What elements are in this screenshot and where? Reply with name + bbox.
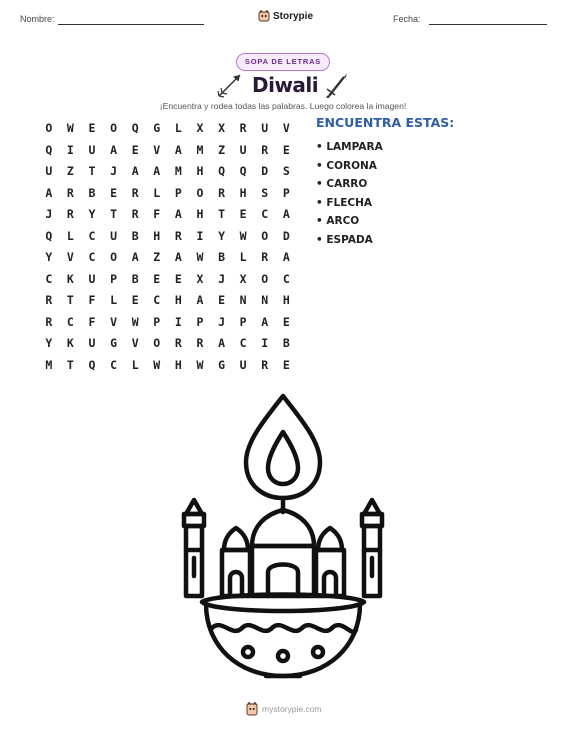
- grid-cell[interactable]: L: [66, 228, 74, 243]
- grid-cell[interactable]: V: [131, 336, 139, 350]
- grid-cell[interactable]: J: [218, 314, 226, 329]
- grid-cell[interactable]: R: [174, 336, 182, 350]
- grid-cell[interactable]: S: [261, 185, 269, 200]
- grid-cell[interactable]: O: [45, 121, 53, 135]
- grid-cell[interactable]: R: [131, 207, 139, 221]
- grid-cell[interactable]: C: [45, 271, 53, 286]
- grid-cell[interactable]: S: [282, 164, 290, 178]
- grid-row: [38, 333, 297, 355]
- diya-lamp-palace-icon[interactable]: [176, 390, 390, 686]
- grid-cell[interactable]: A: [196, 293, 204, 307]
- grid-cell[interactable]: M: [45, 357, 53, 372]
- grid-cell[interactable]: A: [45, 185, 53, 200]
- grid-cell[interactable]: R: [131, 185, 139, 200]
- grid-cell[interactable]: U: [88, 336, 96, 350]
- date-label: Fecha:: [393, 14, 421, 24]
- grid-cell[interactable]: A: [131, 164, 139, 178]
- grid-cell[interactable]: U: [110, 228, 118, 243]
- brand: [258, 10, 313, 22]
- grid-row: [38, 140, 297, 162]
- grid-cell[interactable]: E: [239, 207, 247, 221]
- instructions: ¡Encuentra y rodea todas las palabras. Luego colorea la imagen!: [159, 101, 407, 111]
- word-list-item: • ESPADA: [316, 233, 373, 246]
- grid-cell[interactable]: E: [282, 314, 290, 329]
- grid-cell[interactable]: A: [110, 142, 118, 157]
- grid-cell[interactable]: T: [218, 207, 226, 221]
- word-list-item: • CARRO: [316, 178, 368, 191]
- grid-cell[interactable]: A: [174, 250, 182, 264]
- grid-cell[interactable]: O: [153, 336, 161, 350]
- grid-cell[interactable]: V: [282, 121, 290, 135]
- grid-cell[interactable]: H: [153, 228, 161, 243]
- grid-cell[interactable]: H: [239, 185, 247, 200]
- grid-cell[interactable]: A: [131, 250, 139, 264]
- grid-cell[interactable]: Q: [131, 121, 139, 135]
- grid-cell[interactable]: A: [218, 336, 226, 350]
- grid-cell[interactable]: U: [45, 164, 53, 178]
- grid-cell[interactable]: Z: [218, 142, 226, 157]
- word-list-item: • FLECHA: [316, 196, 373, 209]
- name-label: Nombre:: [20, 14, 55, 24]
- sword-icon: [325, 72, 349, 98]
- grid-cell[interactable]: B: [88, 185, 96, 200]
- grid-cell[interactable]: U: [88, 271, 96, 286]
- footer: [246, 702, 322, 716]
- grid-cell[interactable]: W: [66, 121, 74, 135]
- grid-cell[interactable]: M: [174, 164, 182, 178]
- grid-cell[interactable]: P: [110, 271, 118, 286]
- grid-cell[interactable]: K: [66, 271, 74, 286]
- grid-cell[interactable]: E: [153, 271, 161, 286]
- grid-cell[interactable]: H: [174, 293, 182, 307]
- grid-cell[interactable]: B: [218, 250, 226, 264]
- grid-cell[interactable]: E: [88, 121, 96, 135]
- name-line[interactable]: [58, 24, 204, 25]
- name-field[interactable]: [20, 14, 55, 24]
- grid-cell[interactable]: M: [196, 142, 204, 157]
- grid-cell[interactable]: R: [66, 207, 74, 221]
- footer-url[interactable]: mystorypie.com: [262, 704, 322, 714]
- word-list-panel: [316, 115, 454, 250]
- grid-cell[interactable]: Y: [88, 207, 96, 221]
- grid-cell[interactable]: F: [88, 293, 96, 307]
- grid-row: [38, 226, 297, 248]
- grid-cell[interactable]: R: [174, 228, 182, 243]
- grid-cell[interactable]: P: [282, 185, 290, 200]
- grid-cell[interactable]: O: [261, 228, 269, 243]
- grid-cell[interactable]: X: [196, 121, 204, 135]
- grid-cell[interactable]: I: [261, 336, 269, 350]
- storypie-footer-logo-icon: [246, 702, 258, 716]
- grid-cell[interactable]: Y: [45, 250, 53, 264]
- grid-cell[interactable]: R: [261, 142, 269, 157]
- grid-cell[interactable]: L: [131, 357, 139, 372]
- grid-row: [38, 312, 297, 334]
- grid-cell[interactable]: L: [174, 121, 182, 135]
- grid-cell[interactable]: F: [88, 314, 96, 329]
- grid-cell[interactable]: E: [131, 293, 139, 307]
- grid-cell[interactable]: E: [282, 357, 290, 372]
- grid-cell[interactable]: R: [261, 250, 269, 264]
- grid-row: [38, 183, 297, 205]
- grid-cell[interactable]: T: [110, 207, 118, 221]
- word-list: [316, 138, 454, 250]
- grid-cell[interactable]: R: [196, 336, 204, 350]
- grid-cell[interactable]: A: [174, 142, 182, 157]
- grid-row: [38, 247, 297, 269]
- grid-cell[interactable]: L: [110, 293, 118, 307]
- grid-row: [38, 204, 297, 226]
- grid-cell[interactable]: I: [196, 228, 204, 243]
- word-list-item: • ARCO: [316, 215, 360, 228]
- grid-cell[interactable]: U: [239, 357, 247, 372]
- grid-cell[interactable]: P: [196, 314, 204, 329]
- grid-cell[interactable]: D: [282, 228, 290, 243]
- grid-cell[interactable]: G: [218, 357, 226, 372]
- grid-cell[interactable]: R: [45, 314, 53, 329]
- grid-cell[interactable]: H: [196, 207, 204, 221]
- grid-row: [38, 290, 297, 312]
- grid-cell[interactable]: N: [261, 293, 269, 307]
- grid-cell[interactable]: O: [110, 121, 118, 135]
- grid-cell[interactable]: W: [131, 314, 139, 329]
- brand-name: Storypie: [273, 10, 314, 22]
- grid-cell[interactable]: G: [153, 121, 161, 135]
- grid-cell[interactable]: V: [66, 250, 74, 264]
- grid-cell[interactable]: R: [45, 293, 53, 307]
- grid-cell[interactable]: P: [239, 314, 247, 329]
- grid-cell[interactable]: U: [239, 142, 247, 157]
- grid-cell[interactable]: A: [174, 207, 182, 221]
- grid-cell[interactable]: R: [66, 185, 74, 200]
- grid-cell[interactable]: N: [239, 293, 247, 307]
- grid-cell[interactable]: Q: [45, 228, 53, 243]
- grid-cell[interactable]: W: [196, 250, 204, 264]
- grid-cell[interactable]: I: [66, 142, 74, 157]
- grid-cell[interactable]: E: [131, 142, 139, 157]
- grid-cell[interactable]: A: [153, 164, 161, 178]
- grid-cell[interactable]: Z: [153, 250, 161, 264]
- grid-cell[interactable]: P: [153, 314, 161, 329]
- grid-cell[interactable]: E: [174, 271, 182, 286]
- grid-cell[interactable]: J: [45, 207, 53, 221]
- grid-cell[interactable]: A: [282, 207, 290, 221]
- grid-cell[interactable]: X: [196, 271, 204, 286]
- grid-cell[interactable]: A: [282, 250, 290, 264]
- grid-cell[interactable]: H: [282, 293, 290, 307]
- grid-cell[interactable]: D: [261, 164, 269, 178]
- word-list-item: • LAMPARA: [316, 141, 383, 153]
- grid-cell[interactable]: Z: [66, 164, 74, 178]
- grid-cell[interactable]: O: [110, 250, 118, 264]
- date-line[interactable]: [429, 24, 547, 25]
- grid-cell[interactable]: T: [66, 293, 74, 307]
- grid-cell[interactable]: V: [153, 142, 161, 157]
- grid-row: [38, 118, 297, 140]
- grid-cell[interactable]: F: [153, 207, 161, 221]
- grid-cell[interactable]: C: [110, 357, 118, 372]
- grid-cell[interactable]: W: [239, 228, 247, 243]
- grid-cell[interactable]: Q: [88, 357, 96, 372]
- grid-cell[interactable]: J: [110, 164, 118, 178]
- puzzle-type-badge: SOPA DE LETRAS: [236, 53, 330, 71]
- grid-cell[interactable]: G: [110, 336, 118, 350]
- grid-cell[interactable]: I: [174, 314, 182, 329]
- grid-cell[interactable]: C: [239, 336, 247, 350]
- word-list-heading: ENCUENTRA ESTAS:: [316, 115, 455, 130]
- grid-cell[interactable]: V: [110, 314, 118, 329]
- grid-cell[interactable]: T: [66, 357, 74, 372]
- grid-cell[interactable]: O: [196, 185, 204, 200]
- grid-cell[interactable]: C: [88, 250, 96, 264]
- grid-cell[interactable]: L: [239, 250, 247, 264]
- grid-row: [38, 161, 297, 183]
- grid-cell[interactable]: T: [88, 164, 96, 178]
- grid-cell[interactable]: R: [239, 121, 247, 135]
- grid-row: [38, 355, 297, 377]
- title-row: [214, 72, 350, 98]
- grid-cell[interactable]: Q: [218, 164, 226, 178]
- grid-cell[interactable]: X: [218, 121, 226, 135]
- grid-cell[interactable]: C: [261, 207, 269, 221]
- grid-cell[interactable]: C: [282, 271, 290, 286]
- grid-cell[interactable]: U: [261, 121, 269, 135]
- grid-cell[interactable]: E: [218, 293, 226, 307]
- grid-cell[interactable]: Y: [218, 228, 226, 243]
- grid-cell[interactable]: A: [261, 314, 269, 329]
- grid-cell[interactable]: C: [66, 314, 74, 329]
- grid-cell[interactable]: L: [153, 185, 161, 200]
- grid-row: [38, 269, 297, 291]
- date-field[interactable]: [393, 14, 421, 24]
- grid-cell[interactable]: O: [261, 271, 269, 286]
- grid-cell[interactable]: C: [153, 293, 161, 307]
- grid-cell[interactable]: R: [218, 185, 226, 200]
- word-search-grid[interactable]: [38, 118, 297, 376]
- arrow-icon: [216, 72, 244, 98]
- grid-cell[interactable]: E: [282, 142, 290, 157]
- grid-cell[interactable]: K: [66, 336, 74, 350]
- grid-cell[interactable]: P: [174, 185, 182, 200]
- storypie-logo-icon: [258, 10, 270, 22]
- grid-cell[interactable]: X: [239, 271, 247, 286]
- grid-cell[interactable]: U: [88, 142, 96, 157]
- grid-cell[interactable]: H: [174, 357, 182, 372]
- grid-cell[interactable]: B: [282, 336, 290, 350]
- grid-cell[interactable]: B: [131, 228, 139, 243]
- grid-cell[interactable]: Q: [239, 164, 247, 178]
- grid-cell[interactable]: Q: [45, 142, 53, 157]
- page-title: Diwali: [252, 73, 319, 97]
- grid-cell[interactable]: W: [153, 357, 161, 372]
- grid-cell[interactable]: Y: [45, 336, 53, 350]
- grid-cell[interactable]: C: [88, 228, 96, 243]
- grid-cell[interactable]: E: [110, 185, 118, 200]
- word-list-item: • CORONA: [316, 159, 377, 172]
- grid-cell[interactable]: R: [261, 357, 269, 372]
- grid-cell[interactable]: W: [196, 357, 204, 372]
- grid-cell[interactable]: H: [196, 164, 204, 178]
- grid-cell[interactable]: B: [131, 271, 139, 286]
- grid-cell[interactable]: J: [218, 271, 226, 286]
